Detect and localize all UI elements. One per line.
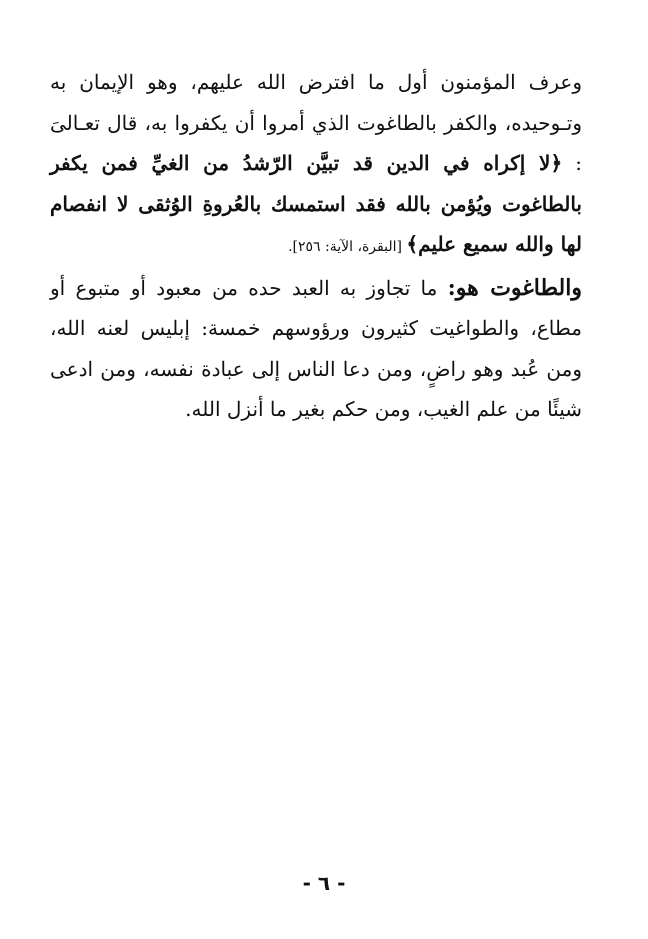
intro-text: وعرف المؤمنون أول ما افترض الله عليهم، وهو الإيمان به وتـوحيده، والكفر بالطاغوت الذي أمروا أن يكفروا به، قال تعـالىَ : — [50, 70, 582, 175]
quran-close-bracket: ﴾ — [406, 232, 419, 256]
paragraph-taghut — [50, 268, 582, 430]
verse-citation: [البقرة، الآية: ٢٥٦]. — [288, 239, 407, 255]
quran-open-bracket: ﴿ — [550, 151, 563, 175]
taghut-term: والطاغوت هو: — [447, 274, 582, 301]
page-number: - ٦ - — [302, 871, 346, 895]
paragraph-faith — [50, 62, 582, 268]
body-text — [50, 62, 582, 430]
taghut-definition: ما تجاوز به العبد حده من معبود أو متبوع أو مطاع، والطواغيت كثيرون ورؤوسهم خمسة: إبليس لعنه الله، ومن عُبد وهو راضٍ، ومن دعا الناس إلى عبادة نفسه، ومن ادعى شيئًا من علم الغيب، ومن حكم بغير ما أنزل الله. — [50, 275, 582, 421]
quran-verse: لا إكراه في الدين قد تبيَّن الرّشدُ من الغيِّ فمن يكفر بالطاغوت ويُؤمن بالله فقد استمسك بالعُروةِ الوُثقى لا انفصام لها والله سميع عليم — [50, 151, 582, 256]
